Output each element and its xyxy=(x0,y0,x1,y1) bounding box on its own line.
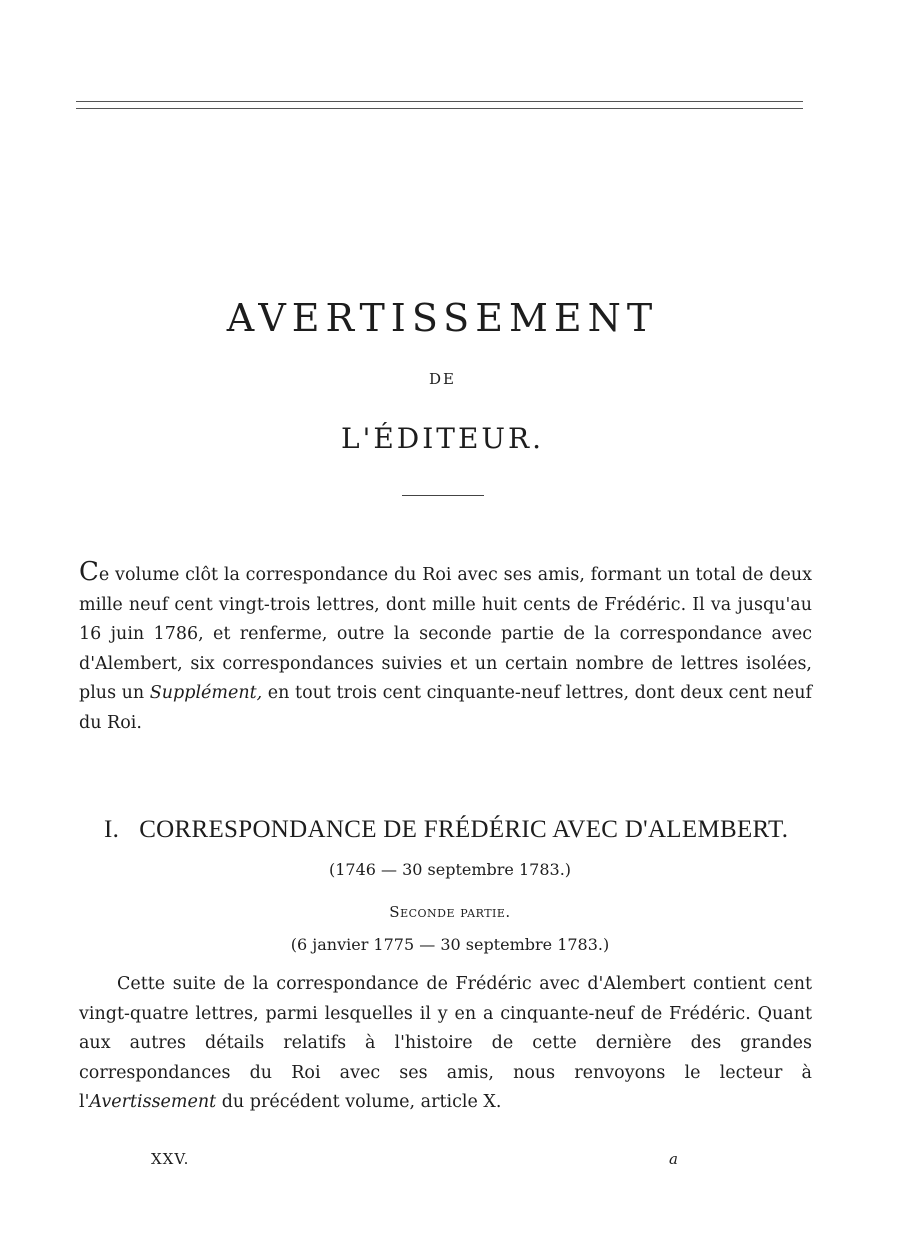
part-dates: (6 janvier 1775 — 30 septembre 1783.) xyxy=(290,935,610,954)
page-subtitle: L'ÉDITEUR. xyxy=(341,422,544,455)
section-text-start: Cette suite de la correspondance de Frédéric avec d'Alembert contient cent vingt-quatre lettres, parmi lesquelles il y en a cinquante-neuf de Frédéric. Quant aux autres détails relatifs à l'histoire de cette dernière des grandes correspondances du Roi avec ses amis, nous renvoyons le lecteur à l' xyxy=(79,974,812,1112)
intro-paragraph xyxy=(79,558,812,738)
signature-mark: XXV. xyxy=(151,1150,190,1168)
title-divider xyxy=(402,495,484,496)
page-title: AVERTISSEMENT xyxy=(226,296,659,340)
intro-italic-term: Supplément, xyxy=(149,683,263,703)
sheet-letter: a xyxy=(669,1150,678,1168)
intro-text-end: en tout trois cent cinquante-neuf lettres, dont deux cent neuf du Roi. xyxy=(79,683,812,733)
section-number: I. xyxy=(104,816,120,843)
section-dates: (1746 — 30 septembre 1783.) xyxy=(328,860,572,879)
section-title: CORRESPONDANCE DE FRÉDÉRIC AVEC D'ALEMBERT. xyxy=(139,816,789,843)
intro-text-start: e volume clôt la correspondance du Roi avec ses amis, formant un total de deux mille neuf cent vingt-trois lettres, dont mille huit cents de Frédéric. Il va jusqu'au 16 juin 1786, et renferme, outre la seconde partie de la correspondance avec d'Alembert, six correspondances suivies et un certain nombre de lettres isolées, plus un xyxy=(79,565,812,703)
section-italic-term: Avertissement xyxy=(89,1092,217,1112)
section-paragraph xyxy=(79,970,812,1118)
drop-cap: C xyxy=(79,557,99,587)
section-heading xyxy=(104,816,788,844)
section-text-end: du précédent volume, article X. xyxy=(216,1092,502,1112)
part-label: Seconde partie. xyxy=(389,903,511,921)
title-connector: DE xyxy=(429,370,456,388)
top-double-rule xyxy=(76,101,803,109)
